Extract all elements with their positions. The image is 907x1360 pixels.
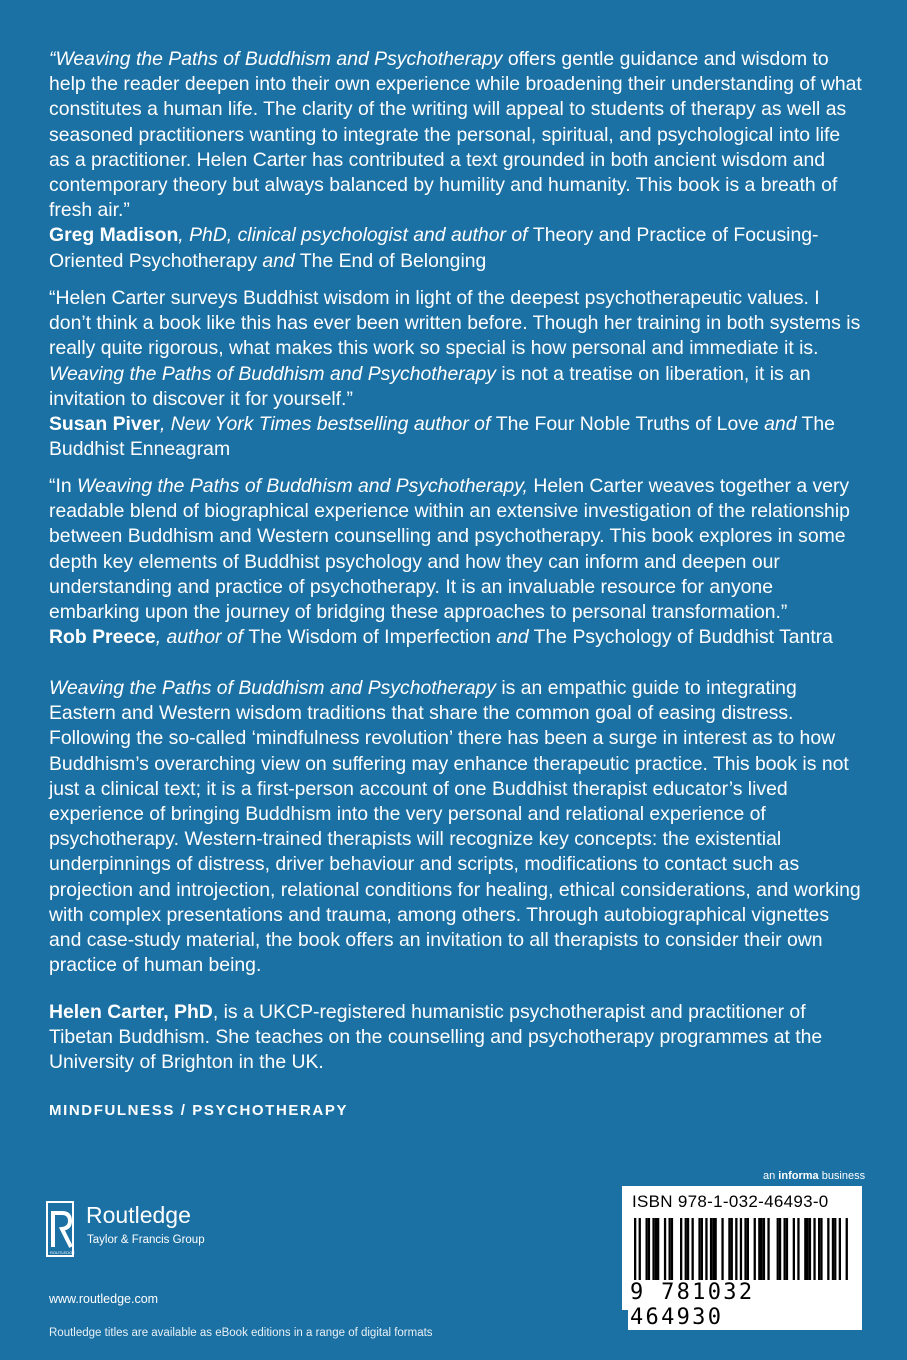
ebook-note: Routledge titles are available as eBook editions in a range of digital formats (49, 1327, 433, 1339)
book-description (49, 676, 864, 978)
barcode-bar (731, 1218, 733, 1280)
barcode-bar (687, 1218, 689, 1280)
quote-text (49, 286, 864, 412)
publisher-name: Routledge (86, 1202, 191, 1228)
text-run: and (496, 626, 529, 649)
barcode-bar (807, 1218, 809, 1280)
text-run: The Four Noble Truths of Love (495, 413, 765, 436)
isbn-digits: 9 781032 464930 (628, 1280, 862, 1330)
barcode-bar (797, 1218, 799, 1280)
barcode-bar (804, 1218, 806, 1280)
subject-category: MINDFULNESS / PSYCHOTHERAPY (49, 1102, 349, 1119)
barcode-bar (813, 1218, 815, 1280)
barcode-bar (779, 1218, 781, 1280)
isbn-label: ISBN 978-1-032-46493-0 (632, 1192, 829, 1211)
text-run: , PhD, clinical psychologist and author of (178, 224, 533, 247)
barcode-bar (809, 1218, 811, 1280)
barcode-bar (747, 1218, 749, 1280)
endorsement-2 (49, 286, 864, 462)
text-run: The Wisdom of Imperfection (248, 626, 497, 649)
quote-attribution (49, 223, 864, 273)
text-run: Susan Piver (49, 413, 161, 436)
barcode-bar (834, 1218, 836, 1280)
text-run: Rob Preece (49, 626, 156, 649)
text-run: Weaving the Paths of Buddhism and Psychotherapy (49, 362, 496, 385)
text-run: and (764, 413, 797, 436)
publisher-url[interactable]: www.routledge.com (49, 1292, 159, 1306)
text-run: Greg Madison (49, 224, 179, 247)
barcode-bar (839, 1218, 841, 1280)
endorsement-3 (49, 474, 864, 650)
barcode-bar (827, 1218, 829, 1280)
barcode-bar (818, 1218, 820, 1280)
text-run: , New York Times bestselling author of (160, 413, 496, 436)
quote-attribution (49, 625, 864, 650)
publisher-group: Taylor & Francis Group (87, 1234, 205, 1246)
barcode-bar (758, 1218, 760, 1280)
text-run: “Helen Carter surveys Buddhist wisdom in light of the deepest psychotherapeutic values. I don’t think a book like this has ever been written before. Though her training in both systems is really quite rigorous, what makes this work so special is how personal and immediate it is. (49, 287, 861, 360)
barcode-bar (655, 1218, 657, 1280)
barcode-bar (652, 1218, 654, 1280)
barcode-bar (646, 1218, 648, 1280)
endorsement-1 (49, 47, 864, 274)
informa-suffix: business (818, 1170, 866, 1182)
quote-attribution (49, 412, 864, 462)
barcode-bar (657, 1218, 659, 1280)
barcode-bar (767, 1218, 769, 1280)
barcode-bar (710, 1218, 712, 1280)
barcode-bar (685, 1218, 687, 1280)
text-run: The Buddhist Enneagram (49, 413, 835, 461)
barcode-bar (820, 1218, 822, 1280)
text-run: offers gentle guidance and wisdom to help the reader deepen into their own experience while broadening their understanding of what constitutes a human life. The clarity of the writing will appeal to students of therapy as well as seasoned practitioners wanting to integrate the personal, spiritual, and psychological into life as a practitioner. Helen Carter has contributed a text grounded in both ancient wisdom and contemporary theory but always balanced by humility and humanity. This book is a breath of fresh air.” (49, 48, 862, 222)
text-run: Weaving the Paths of Buddhism and Psychotherapy, (77, 475, 528, 497)
isbn-barcode (622, 1186, 862, 1330)
quote-text (49, 474, 864, 625)
barcode-bar (777, 1218, 779, 1280)
barcode-bar (763, 1218, 765, 1280)
description-text (49, 676, 864, 978)
barcode-bar (701, 1218, 703, 1280)
barcode-bar (671, 1218, 673, 1280)
author-name: Helen Carter, PhD (49, 1001, 213, 1023)
svg-text:ROUTLEDGE: ROUTLEDGE (50, 1250, 75, 1255)
text-run: The End of Belonging (294, 249, 487, 272)
barcode-bar (669, 1218, 671, 1280)
barcode-bar (705, 1218, 707, 1280)
barcode-bar (715, 1218, 717, 1280)
text-run: Theory and Practice of Focusing-Oriented Psychotherapy (49, 224, 819, 272)
text-run: is not a treatise on liberation, it is an invitation to discover it for yourself.” (49, 362, 811, 410)
barcode-bar (754, 1218, 756, 1280)
barcode-bar (680, 1218, 682, 1280)
open-quote: “ (49, 48, 56, 70)
barcode-bar (761, 1218, 763, 1280)
barcode-bar (648, 1218, 650, 1280)
barcode-bar (728, 1218, 730, 1280)
informa-brand: informa (778, 1170, 819, 1182)
barcode-bar (784, 1218, 786, 1280)
barcode-bar (712, 1218, 714, 1280)
text-run: “In (49, 475, 78, 497)
barcode-bar (721, 1218, 723, 1280)
informa-tagline (763, 1170, 865, 1182)
barcode-bar (832, 1218, 834, 1280)
barcode-bar (735, 1218, 737, 1280)
text-run: is an empathic guide to integrating Eastern and Western wisdom traditions that share the common goal of easing distress. Following the so-called ‘mindfulness revolution’ there has been a surge in interest as to how Buddhism’s overarching view on suffering may enhance therapeutic practice. This book is not just a clinical text; it is a first-person account of one Buddhist therapist educator’s lived experience of bringing Buddhism into the very personal and relational experience of psychotherapy. Western-trained therapists will recognize key concepts: the existential underpinnings of distress, driver behaviour and scripts, modifications to contact such as projection and introjection, relational conditions for healing, ethical considerations, and working with complex presentations and trauma, among others. Through autobiographical vignettes and case-study material, the book offers an invitation to all therapists to consider their own practice of human being. (49, 677, 861, 977)
barcode-bar (698, 1218, 700, 1280)
author-bio (49, 1000, 864, 1076)
text-run: Weaving the Paths of Buddhism and Psychotherapy (49, 677, 496, 699)
text-run: The Psychology of Buddhist Tantra (528, 626, 833, 649)
bio-text: , is a UKCP-registered humanistic psychotherapist and practitioner of Tibetan Buddhism. She teaches on the counselling and psychotherapy programmes at the University of Brighton in the UK. (49, 1001, 823, 1074)
quote-text (49, 47, 864, 223)
routledge-r-icon (46, 1201, 82, 1259)
text-run: Helen Carter weaves together a very readable blend of biographical experience within an extensive investigation of the relationship between Buddhism and Western counselling and psychotherapy. This book explores in some depth key elements of Buddhist psychology and how they can inform and deepen our understanding and practice of psychotherapy. It is an invaluable resource for anyone embarking upon the journey of bridging these approaches to personal transformation.” (49, 475, 850, 624)
routledge-logo (46, 1201, 236, 1259)
text-run: Weaving the Paths of Buddhism and Psychotherapy (55, 48, 503, 70)
informa-prefix: an (763, 1170, 779, 1182)
text-run: , author of (155, 626, 249, 649)
barcode-bar (793, 1218, 795, 1280)
text-run: and (262, 249, 295, 272)
barcode-bar (664, 1218, 666, 1280)
barcode-bar (692, 1218, 694, 1280)
barcode-bar (786, 1218, 788, 1280)
